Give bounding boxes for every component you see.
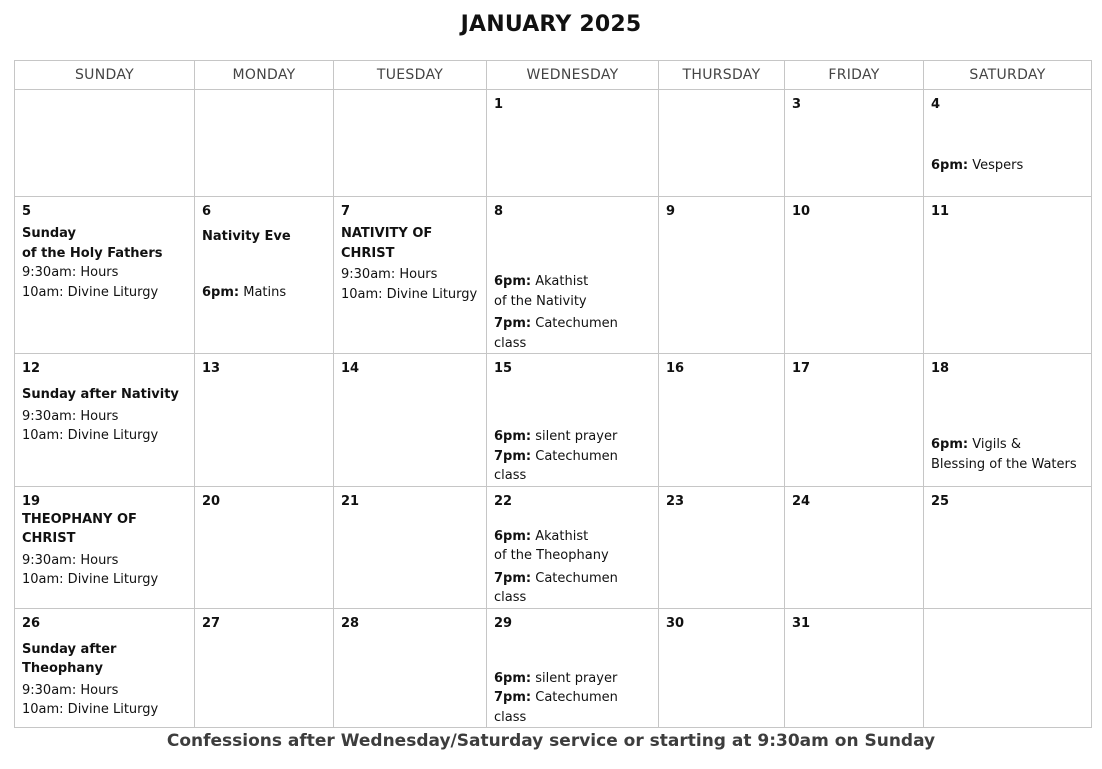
day-cell-11 — [924, 197, 1092, 354]
event-blessing-of-waters: Blessing of the Waters — [931, 456, 1077, 472]
event-akathist-line2: of the Theophany — [494, 548, 609, 563]
day-cell-25 — [924, 486, 1092, 608]
week-row-3 — [15, 354, 1092, 487]
day-number: 7 — [341, 204, 351, 219]
day-cell-5 — [15, 197, 195, 354]
event-divine-liturgy: 10am: Divine Liturgy — [22, 702, 159, 717]
event-hours: 9:30am: Hours — [341, 267, 438, 282]
calendar-title: JANUARY 2025 — [460, 12, 642, 37]
day-cell-8 — [487, 197, 659, 354]
day-number: 21 — [341, 493, 360, 509]
feast-title-line2: of the Holy Fathers — [22, 245, 163, 261]
feast-title: NATIVITY OF CHRIST — [341, 226, 433, 261]
day-cell-18 — [924, 354, 1092, 487]
day-number: 9 — [666, 204, 676, 219]
day-cell-31 — [785, 608, 924, 728]
day-number: 27 — [202, 615, 221, 631]
feast-title: Nativity Eve — [202, 229, 291, 244]
day-cell-empty — [195, 90, 334, 197]
day-number: 17 — [792, 361, 811, 376]
event-hours: 9:30am: Hours — [22, 408, 119, 424]
weekday-tuesday: TUESDAY — [334, 61, 487, 90]
day-number: 28 — [341, 615, 360, 631]
confessions-note: Confessions after Wednesday/Saturday service or starting at 9:30am on Sunday — [166, 731, 936, 751]
weekday-saturday: SATURDAY — [924, 61, 1092, 90]
day-cell-28 — [334, 608, 487, 728]
day-cell-16 — [659, 354, 785, 487]
day-cell-23 — [659, 486, 785, 608]
day-cell-12 — [15, 354, 195, 487]
event-divine-liturgy: 10am: Divine Liturgy — [22, 284, 159, 300]
day-number: 8 — [494, 204, 504, 219]
day-cell-29 — [487, 608, 659, 728]
day-cell-empty — [334, 90, 487, 197]
weekday-sunday: SUNDAY — [15, 61, 195, 90]
day-cell-27 — [195, 608, 334, 728]
event-catechumen-class: 7pm: Catechumen class — [494, 570, 618, 605]
day-cell-26 — [15, 608, 195, 728]
day-cell-6 — [195, 197, 334, 354]
day-number: 6 — [202, 204, 212, 219]
day-cell-empty — [659, 90, 785, 197]
day-number: 1 — [494, 97, 504, 112]
event-vespers: 6pm: Vespers — [931, 158, 1024, 173]
weekday-wednesday: WEDNESDAY — [487, 61, 659, 90]
event-hours: 9:30am: Hours — [22, 682, 119, 698]
day-number: 24 — [792, 493, 811, 509]
weekday-monday: MONDAY — [195, 61, 334, 90]
day-number: 26 — [22, 615, 41, 631]
event-hours: 9:30am: Hours — [22, 265, 119, 280]
day-cell-9 — [659, 197, 785, 354]
week-row-1 — [15, 90, 1092, 197]
day-number: 23 — [666, 493, 685, 509]
event-akathist-line2: of the Nativity — [494, 293, 587, 309]
day-number: 4 — [931, 97, 941, 112]
event-divine-liturgy: 10am: Divine Liturgy — [22, 428, 159, 443]
event-divine-liturgy: 10am: Divine Liturgy — [341, 286, 478, 302]
weekday-friday: FRIDAY — [785, 61, 924, 90]
day-number: 20 — [202, 493, 221, 509]
day-number: 12 — [22, 361, 41, 376]
day-number: 14 — [341, 361, 360, 376]
day-cell-1 — [487, 90, 659, 197]
event-vigils: 6pm: Vigils & — [931, 437, 1021, 452]
weekday-header-row — [15, 61, 1092, 90]
day-cell-10 — [785, 197, 924, 354]
day-cell-empty — [15, 90, 195, 197]
event-silent-prayer: 6pm: silent prayer — [494, 429, 618, 444]
event-catechumen-class: 7pm: Catechumen class — [494, 690, 618, 725]
day-number: 16 — [666, 361, 685, 376]
day-cell-14 — [334, 354, 487, 487]
day-number: 15 — [494, 361, 513, 376]
event-akathist: 6pm: Akathist — [494, 274, 589, 289]
event-divine-liturgy: 10am: Divine Liturgy — [22, 572, 159, 587]
week-row-5 — [15, 608, 1092, 728]
day-cell-24 — [785, 486, 924, 608]
day-cell-20 — [195, 486, 334, 608]
day-number: 3 — [792, 97, 802, 112]
weekday-thursday: THURSDAY — [659, 61, 785, 90]
day-number: 13 — [202, 361, 221, 376]
day-number: 22 — [494, 493, 513, 509]
event-catechumen-class: 7pm: Catechumen class — [494, 316, 618, 351]
event-matins: 6pm: Matins — [202, 284, 287, 300]
day-number: 25 — [931, 493, 950, 509]
day-number: 31 — [792, 615, 811, 631]
event-catechumen-class: 7pm: Catechumen class — [494, 448, 618, 483]
event-akathist: 6pm: Akathist — [494, 528, 589, 544]
day-number: 19 — [22, 493, 41, 509]
calendar-grid — [14, 60, 1092, 728]
day-cell-22 — [487, 486, 659, 608]
day-cell-21 — [334, 486, 487, 608]
feast-title: Sunday after Theophany — [22, 641, 117, 676]
day-number: 10 — [792, 204, 811, 219]
day-number: 11 — [931, 204, 950, 219]
day-number: 30 — [666, 615, 685, 631]
event-hours: 9:30am: Hours — [22, 552, 119, 568]
feast-title: Sunday after Nativity — [22, 387, 179, 402]
day-cell-30 — [659, 608, 785, 728]
day-number: 5 — [22, 204, 32, 219]
day-cell-empty — [924, 608, 1092, 728]
week-row-4 — [15, 486, 1092, 608]
day-cell-4 — [924, 90, 1092, 197]
event-silent-prayer: 6pm: silent prayer — [494, 670, 618, 686]
day-number: 29 — [494, 615, 513, 631]
week-row-2 — [15, 197, 1092, 354]
feast-title: Sunday — [22, 226, 77, 241]
day-cell-13 — [195, 354, 334, 487]
day-cell-19 — [15, 486, 195, 608]
day-number: 18 — [931, 361, 950, 376]
feast-title: THEOPHANY OF CHRIST — [22, 511, 137, 546]
day-cell-17 — [785, 354, 924, 487]
day-cell-15 — [487, 354, 659, 487]
day-cell-3 — [785, 90, 924, 197]
day-cell-7 — [334, 197, 487, 354]
